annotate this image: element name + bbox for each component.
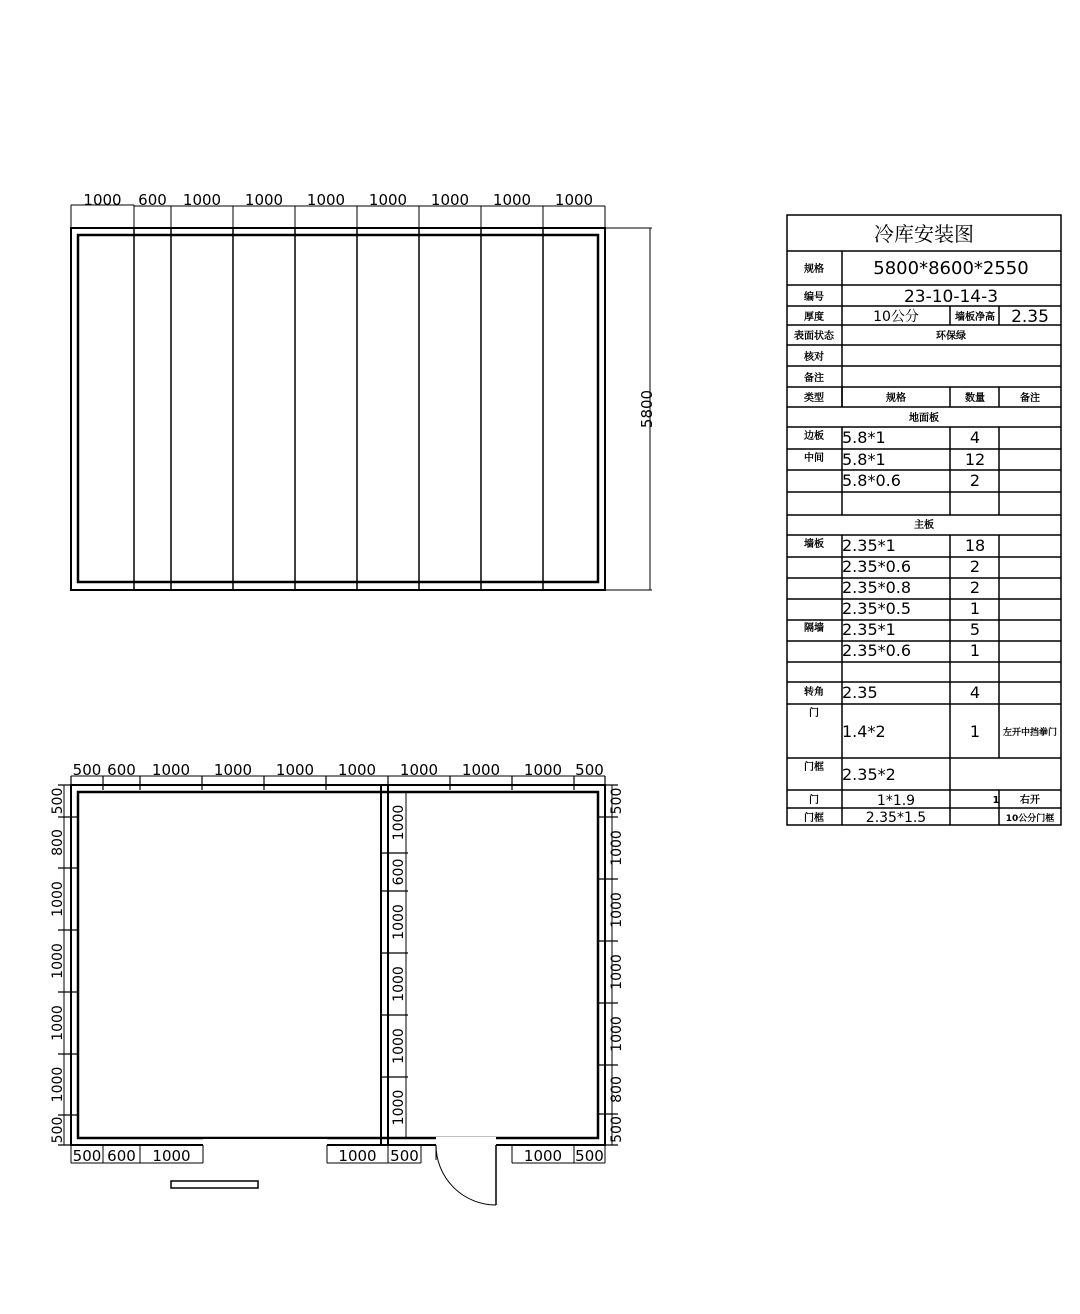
door2-qty: 1	[992, 795, 1000, 806]
floor-row-type: 中间	[804, 453, 824, 464]
wall-height-label: 墙板净高	[955, 312, 995, 323]
check-label: 核对	[804, 352, 824, 363]
wall-row-qty: 1	[969, 599, 981, 618]
wall-top-dim: 1000	[399, 761, 439, 779]
partition-dim: 1000	[391, 966, 407, 1002]
wall-row-spec: 2.35*0.5	[842, 599, 912, 618]
floor-row-spec: 5.8*0.6	[842, 471, 901, 490]
floor-row-qty: 2	[969, 471, 981, 490]
floor-width-dim: 1000	[368, 191, 408, 209]
wall-right-dim: 500	[609, 787, 625, 815]
floor-rows	[804, 428, 985, 490]
main-section-label: 主板	[914, 520, 934, 531]
floor-row-qty: 4	[969, 428, 981, 447]
wall-row-qty: 1	[969, 641, 981, 660]
wall-left-dim: 1000	[50, 943, 66, 979]
wall-row-type: 墙板	[804, 539, 824, 550]
door-frame2-type: 门框	[804, 813, 824, 824]
wall-right-dim: 1000	[609, 1016, 625, 1052]
floor-plan	[71, 205, 652, 590]
floor-width-dim: 1000	[244, 191, 284, 209]
wall-left-dim: 1000	[50, 1005, 66, 1041]
thick-value: 10公分	[873, 309, 919, 325]
wall-bottom-dim: 1000	[338, 1147, 377, 1165]
wall-row-type: 隔墙	[804, 623, 824, 634]
spec-label: 规格	[804, 264, 824, 275]
wall-top-dim: 600	[107, 761, 136, 779]
wall-dims	[50, 761, 625, 1165]
spec-value: 5800*8600*2550	[873, 258, 1029, 279]
wall-top-dim: 1000	[461, 761, 501, 779]
door2-note: 右开	[1020, 795, 1040, 806]
partition-dim: 1000	[391, 904, 407, 940]
wall-top-dim: 500	[575, 761, 604, 779]
wall-left-dim: 1000	[50, 1066, 66, 1103]
door-type: 门	[809, 708, 819, 719]
door-frame2-spec: 2.35*1.5	[865, 810, 927, 826]
code-label: 编号	[804, 292, 824, 303]
floor-width-dim: 1000	[554, 191, 594, 209]
header-note: 备注	[1020, 393, 1040, 404]
door-qty: 1	[969, 722, 981, 741]
door-spec: 1.4*2	[842, 722, 886, 741]
surface-label: 表面状态	[794, 331, 834, 342]
floor-width-dim: 600	[138, 191, 167, 209]
wall-top-dim: 1000	[213, 761, 253, 779]
floor-width-dim: 1000	[430, 191, 470, 209]
wall-top-dim: 1000	[337, 761, 377, 779]
wall-row-spec: 2.35*1	[842, 620, 896, 639]
floor-height-dim: 5800	[638, 389, 656, 429]
wall-left-dim: 1000	[50, 881, 66, 917]
partition-dim: 1000	[391, 804, 407, 841]
corner-type: 转角	[804, 687, 824, 698]
surface-value: 环保绿	[936, 331, 966, 342]
spec-table	[787, 215, 1061, 826]
wall-bottom-dim: 600	[107, 1147, 136, 1165]
wall-left-dim: 800	[50, 829, 66, 856]
wall-row-spec: 2.35*0.8	[842, 578, 912, 597]
wall-row-qty: 2	[969, 557, 981, 576]
code-value: 23-10-14-3	[903, 287, 999, 307]
wall-row-qty: 2	[969, 578, 981, 597]
wall-right-dim: 1000	[609, 954, 625, 990]
door-frame-spec: 2.35*2	[842, 765, 896, 784]
wall-bottom-dim: 500	[72, 1147, 102, 1165]
wall-left-dim: 500	[50, 787, 66, 815]
wall-row-qty: 18	[964, 536, 986, 555]
wall-top-dim: 1000	[275, 761, 315, 779]
floor-section-label: 地面板	[909, 413, 939, 424]
wall-top-dim: 1000	[523, 761, 563, 779]
wall-height-value: 2.35	[1011, 307, 1049, 327]
wall-bottom-dim: 1000	[152, 1147, 191, 1165]
thick-label: 厚度	[804, 312, 824, 323]
door-note: 左开中挡拳门	[1002, 728, 1058, 738]
wall-right-dim: 1000	[609, 830, 625, 866]
wall-row-spec: 2.35*1	[842, 536, 896, 555]
wall-bottom-dim: 500	[390, 1147, 419, 1165]
door-frame2-note: 10公分门框	[1005, 814, 1055, 824]
floor-row-qty: 12	[964, 450, 986, 469]
wall-right-dim: 500	[609, 1116, 625, 1143]
floor-width-dim: 1000	[83, 191, 122, 209]
door2-type: 门	[809, 795, 819, 806]
wall-row-spec: 2.35*0.6	[842, 641, 912, 660]
floor-width-dim: 1000	[306, 191, 346, 209]
wall-right-dim: 800	[609, 1076, 625, 1103]
floor-row-spec: 5.8*1	[842, 428, 886, 447]
wall-plan	[58, 776, 618, 1205]
header-qty: 数量	[965, 393, 985, 404]
floor-width-dim: 1000	[492, 191, 532, 209]
wall-left-dim: 500	[50, 1116, 66, 1144]
header-type: 类型	[804, 393, 824, 404]
floor-width-dims	[83, 191, 593, 209]
wall-top-dim: 500	[72, 761, 102, 779]
corner-spec: 2.35	[842, 683, 878, 702]
note-label: 备注	[804, 373, 824, 384]
corner-qty: 4	[969, 683, 981, 702]
wall-bottom-dim: 500	[575, 1147, 604, 1165]
door2-spec: 1*1.9	[876, 793, 916, 809]
wall-bottom-dim: 1000	[523, 1147, 563, 1165]
partition-dim: 1000	[391, 1028, 407, 1064]
wall-row-spec: 2.35*0.6	[842, 557, 912, 576]
header-spec: 规格	[886, 393, 906, 404]
wall-right-dim: 1000	[609, 892, 625, 928]
partition-dim: 1000	[391, 1089, 407, 1126]
floor-width-dim: 1000	[182, 191, 222, 209]
wall-row-qty: 5	[969, 620, 981, 639]
partition-dim: 600	[391, 858, 407, 886]
floor-row-type: 边板	[804, 431, 824, 442]
floor-row-spec: 5.8*1	[842, 450, 886, 469]
table-title: 冷库安装图	[874, 222, 974, 246]
wall-top-dim: 1000	[151, 761, 191, 779]
door-frame-type: 门框	[804, 762, 824, 773]
